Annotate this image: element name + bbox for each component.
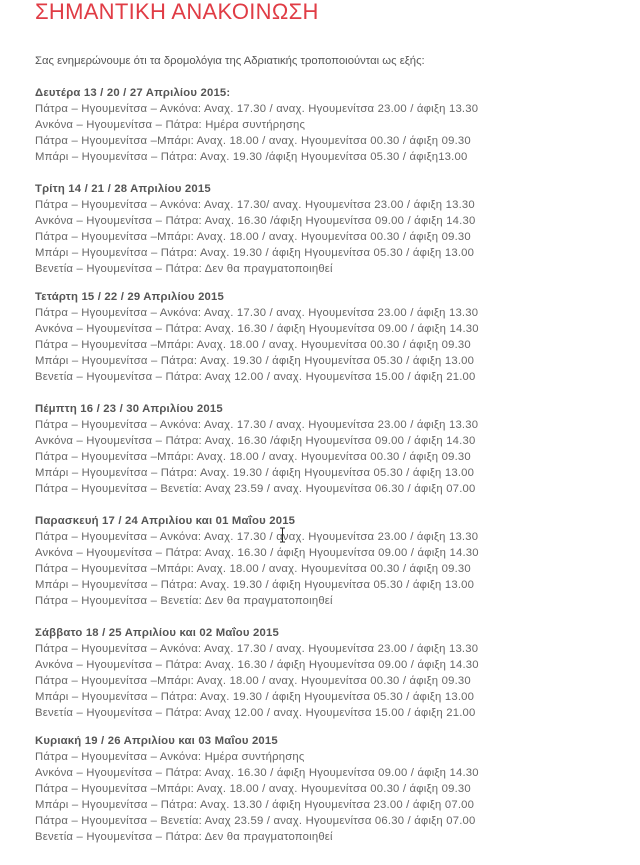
day-block-monday [35,85,478,165]
route-line: Πάτρα – Ηγουμενίτσα – Βενετία: Αναχ 23.59 / αναχ. Ηγουμενίτσα 06.30 / άφιξη 07.00 [35,483,476,495]
route-line: Πάτρα – Ηγουμενίτσα –Μπάρι: Αναχ. 18.00 / αναχ. Ηγουμενίτσα 00.30 / άφιξη 09.30 [35,339,471,351]
route-line: Πάτρα – Ηγουμενίτσα –Μπάρι: Αναχ. 18.00 / αναχ. Ηγουμενίτσα 00.30 / άφιξη 09.30 [35,675,471,687]
day-heading: Πέμπτη 16 / 23 / 30 Απριλίου 2015 [35,403,223,415]
route-line: Πάτρα – Ηγουμενίτσα – Ανκόνα: Αναχ. 17.30 / αναχ. Ηγουμενίτσα 23.00 / άφιξη 13.30 [35,643,479,655]
route-line: Βενετία – Ηγουμενίτσα – Πάτρα: Αναχ 12.00 / αναχ. Ηγουμενίτσα 15.00 / άφιξη 21.00 [35,707,476,719]
route-line: Μπάρι – Ηγουμενίτσα – Πάτρα: Αναχ. 19.30 / άφιξη Ηγουμενίτσα 05.30 / άφιξη 13.00 [35,247,475,259]
day-block-saturday [35,625,479,721]
route-line: Βενετία – Ηγουμενίτσα – Πάτρα: Αναχ 12.00 / αναχ. Ηγουμενίτσα 15.00 / άφιξη 21.00 [35,371,476,383]
route-line: Ανκόνα – Ηγουμενίτσα – Πάτρα: Αναχ. 16.30 / άφιξη Ηγουμενίτσα 09.00 / άφιξη 14.30 [35,659,479,671]
route-line: Μπάρι – Ηγουμενίτσα – Πάτρα: Αναχ. 19.30 /άφιξη Ηγουμενίτσα 05.30 / άφιξη13.00 [35,151,468,163]
day-block-thursday [35,401,478,497]
day-block-wednesday [35,289,479,385]
page-title: ΣΗΜΑΝΤΙΚΗ ΑΝΑΚΟΙΝΩΣΗ [35,0,319,24]
route-line: Πάτρα – Ηγουμενίτσα –Μπάρι: Αναχ. 18.00 / αναχ. Ηγουμενίτσα 00.30 / άφιξη 09.30 [35,563,471,575]
day-block-friday [35,513,479,609]
route-line: Πάτρα – Ηγουμενίτσα –Μπάρι: Αναχ. 18.00 / αναχ. Ηγουμενίτσα 00.30 / άφιξη 09.30 [35,135,471,147]
route-line: Ανκόνα – Ηγουμενίτσα – Πάτρα: Αναχ. 16.30 /άφιξη Ηγουμενίτσα 09.00 / άφιξη 14.30 [35,215,476,227]
route-line: Πάτρα – Ηγουμενίτσα – Ανκόνα: Ημέρα συντήρησης [35,751,305,763]
route-line: Βενετία – Ηγουμενίτσα – Πάτρα: Δεν θα πραγματοποιηθεί [35,263,333,275]
route-line: Ανκόνα – Ηγουμενίτσα – Πάτρα: Αναχ. 16.30 /άφιξη Ηγουμενίτσα 09.00 / άφιξη 14.30 [35,435,476,447]
day-block-tuesday [35,181,475,277]
route-line: Ανκόνα – Ηγουμενίτσα – Πάτρα: Αναχ. 16.30 / άφιξη Ηγουμενίτσα 09.00 / άφιξη 14.30 [35,547,479,559]
route-line: Μπάρι – Ηγουμενίτσα – Πάτρα: Αναχ. 19.30 / άφιξη Ηγουμενίτσα 05.30 / άφιξη 13.00 [35,467,475,479]
route-line: Πάτρα – Ηγουμενίτσα – Βενετία: Αναχ 23.59 / αναχ. Ηγουμενίτσα 06.30 / άφιξη 07.00 [35,815,476,827]
route-line: Μπάρι – Ηγουμενίτσα – Πάτρα: Αναχ. 19.30 / άφιξη Ηγουμενίτσα 05.30 / άφιξη 13.00 [35,579,475,591]
route-line: Πάτρα – Ηγουμενίτσα – Ανκόνα: Αναχ. 17.30 / αναχ. Ηγουμενίτσα 23.00 / άφιξη 13.30 [35,307,479,319]
day-heading: Παρασκευή 17 / 24 Απριλίου και 01 Μαΐου 2015 [35,515,296,527]
route-line: Πάτρα – Ηγουμενίτσα – Ανκόνα: Αναχ. 17.30 / αναχ. Ηγουμενίτσα 23.00 / άφιξη 13.30 [35,103,479,115]
route-line: Πάτρα – Ηγουμενίτσα – Ανκόνα: Αναχ. 17.30 / αναχ. Ηγουμενίτσα 23.00 / άφιξη 13.30 [35,419,479,431]
day-heading: Δευτέρα 13 / 20 / 27 Απριλίου 2015: [35,87,231,99]
day-heading: Τετάρτη 15 / 22 / 29 Απριλίου 2015 [35,291,225,303]
day-heading: Τρίτη 14 / 21 / 28 Απριλίου 2015 [35,183,211,195]
route-line: Πάτρα – Ηγουμενίτσα –Μπάρι: Αναχ. 18.00 / αναχ. Ηγουμενίτσα 00.30 / άφιξη 09.30 [35,451,471,463]
route-line: Βενετία – Ηγουμενίτσα – Πάτρα: Δεν θα πραγματοποιηθεί [35,831,333,843]
route-line: Ανκόνα – Ηγουμενίτσα – Πάτρα: Αναχ. 16.30 / άφιξη Ηγουμενίτσα 09.00 / άφιξη 14.30 [35,767,479,779]
day-heading: Κυριακή 19 / 26 Απριλίου και 03 Μαΐου 2015 [35,735,278,747]
text-cursor-icon [279,527,286,543]
route-line: Πάτρα – Ηγουμενίτσα – Ανκόνα: Αναχ. 17.30/ αναχ. Ηγουμενίτσα 23.00 / άφιξη 13.30 [35,199,475,211]
route-line: Πάτρα – Ηγουμενίτσα – Ανκόνα: Αναχ. 17.30 / αναχ. Ηγουμενίτσα 23.00 / άφιξη 13.30 [35,531,479,543]
route-line: Πάτρα – Ηγουμενίτσα –Μπάρι: Αναχ. 18.00 / αναχ. Ηγουμενίτσα 00.30 / άφιξη 09.30 [35,783,471,795]
day-block-sunday [35,733,479,845]
route-line: Μπάρι – Ηγουμενίτσα – Πάτρα: Αναχ. 19.30 / άφιξη Ηγουμενίτσα 05.30 / άφιξη 13.00 [35,355,475,367]
route-line: Ανκόνα – Ηγουμενίτσα – Πάτρα: Ημέρα συντήρησης [35,119,306,131]
route-line: Πάτρα – Ηγουμενίτσα – Βενετία: Δεν θα πραγματοποιηθεί [35,595,333,607]
route-line: Μπάρι – Ηγουμενίτσα – Πάτρα: Αναχ. 19.30 / άφιξη Ηγουμενίτσα 05.30 / άφιξη 13.00 [35,691,475,703]
route-line: Πάτρα – Ηγουμενίτσα –Μπάρι: Αναχ. 18.00 / αναχ. Ηγουμενίτσα 00.30 / άφιξη 09.30 [35,231,471,243]
day-heading: Σάββατο 18 / 25 Απριλίου και 02 Μαΐου 2015 [35,627,279,639]
route-line: Ανκόνα – Ηγουμενίτσα – Πάτρα: Αναχ. 16.30 / άφιξη Ηγουμενίτσα 09.00 / άφιξη 14.30 [35,323,479,335]
route-line: Μπάρι – Ηγουμενίτσα – Πάτρα: Αναχ. 13.30 / άφιξη Ηγουμενίτσα 23.00 / άφιξη 07.00 [35,799,475,811]
intro-text: Σας ενημερώνουμε ότι τα δρομολόγια της Αδριατικής τροποποιούνται ως εξής: [35,55,425,67]
